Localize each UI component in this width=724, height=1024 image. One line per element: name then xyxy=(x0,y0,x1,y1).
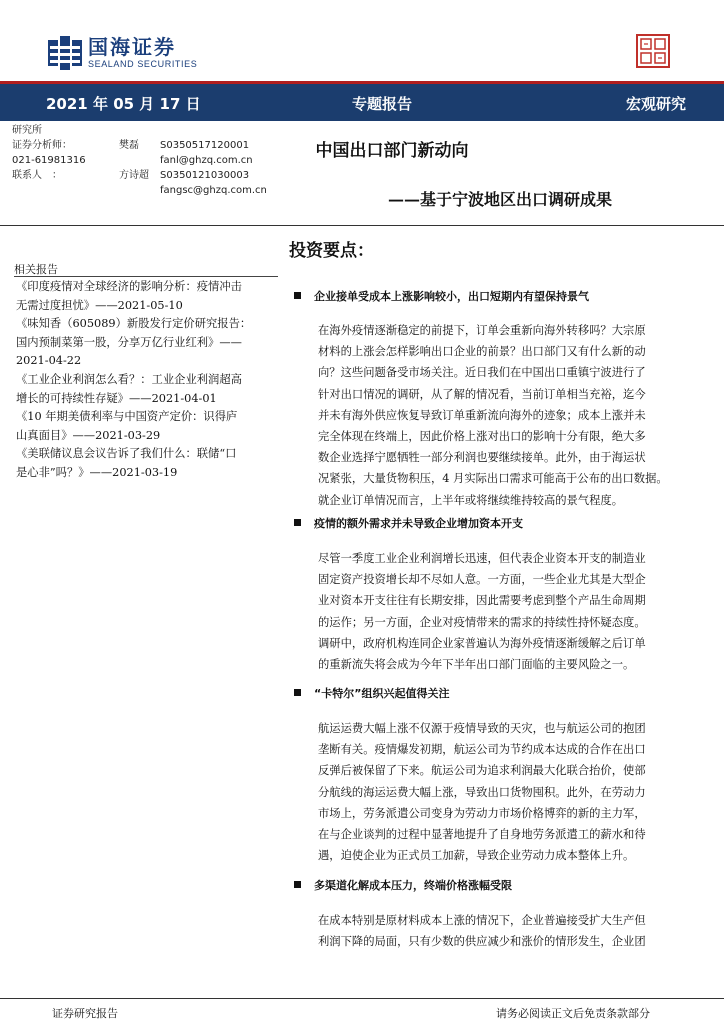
bullet-square-icon xyxy=(294,519,301,526)
para-line: 材料的上涨会怎样影响出口企业的前景？出口部门又有什么新的动 xyxy=(318,345,646,359)
para-line: 分航线的海运运费大幅上涨，导致出口货物囤积。此外，在劳动力 xyxy=(318,785,646,799)
investment-highlights-heading: 投资要点： xyxy=(289,241,374,261)
related-report-line[interactable]: 山真面目》——2021-03-29 xyxy=(16,428,161,442)
section-bullet xyxy=(294,288,589,304)
para-line: 在海外疫情逐渐稳定的前提下，订单会重新向海外转移吗？大宗原 xyxy=(318,324,646,337)
related-report-line[interactable]: 是心非”吗？》——2021-03-19 xyxy=(16,465,178,479)
para-line: 垄断有关。疫情爆发初期，航运公司为节约成本达成的合作在出口 xyxy=(318,743,646,757)
analyst-cell: 樊磊 xyxy=(119,140,139,151)
section-heading: 疫情的额外需求并未导致企业增加资本开支 xyxy=(314,517,523,530)
analyst-cell: 证券分析师： xyxy=(12,140,72,151)
report-date: 2021 年 05 月 17 日 xyxy=(46,95,201,113)
report-subtitle: ——基于宁波地区出口调研成果 xyxy=(388,190,613,209)
section-heading: “卡特尔”组织兴起值得关注 xyxy=(314,687,450,700)
footer-left-label: 证券研究报告 xyxy=(52,1007,118,1020)
section-bullet xyxy=(294,515,523,531)
bullet-square-icon xyxy=(294,292,301,299)
sealand-logo-icon xyxy=(48,36,82,70)
bullet-square-icon xyxy=(294,881,301,888)
report-type: 专题报告 xyxy=(352,95,413,113)
company-logo xyxy=(48,36,197,70)
sidebar-divider xyxy=(14,276,278,277)
section-heading: 多渠道化解成本压力，终端价格涨幅受限 xyxy=(314,879,512,892)
research-seal-icon xyxy=(636,34,670,68)
related-reports-list xyxy=(16,278,278,483)
section-paragraph xyxy=(318,910,696,952)
section-heading: 企业接单受成本上涨影响较小，出口短期内有望保持景气 xyxy=(314,290,589,303)
para-line: 向？这些问题备受市场关注。近日我们在中国出口重镇宁波进行了 xyxy=(318,366,646,380)
para-line: 市场上，劳务派遣公司变身为劳动力市场价格博弈的新的主力军， xyxy=(318,806,646,820)
para-line: 并未有海外供应恢复导致订单重新流向海外的迹象；成本上涨并未 xyxy=(318,408,646,422)
footer-divider xyxy=(0,998,724,999)
para-line: 针对出口情况的调研，从了解的情况看，当前订单相当充裕，迄今 xyxy=(318,387,646,401)
para-line: 固定资产投资增长却不尽如人意。一方面，一些企业尤其是大型企 xyxy=(318,573,646,587)
analyst-cell: fangsc@ghzq.com.cn xyxy=(160,185,267,196)
para-line: 反弹后被保留了下来。航运公司为追求利润最大化联合抬价，使部 xyxy=(318,764,646,778)
para-line: 航运运费大幅上涨不仅源于疫情导致的天灾，也与航运公司的抱团 xyxy=(318,722,646,735)
related-report-line[interactable]: 无需过度担忧》——2021-05-10 xyxy=(16,298,183,312)
section-paragraph xyxy=(318,548,696,675)
related-report-line[interactable]: 国内预制菜第一股，分享万亿行业红利》—— xyxy=(16,335,242,349)
section-bullet xyxy=(294,685,449,701)
logo-chinese-name: 国海证券 xyxy=(88,35,176,59)
footer-disclaimer: 请务必阅读正文后免责条款部分 xyxy=(496,1007,650,1020)
para-line: 在与企业谈判的过程中显著地提升了自身地劳务派遣工的薪水和待 xyxy=(318,827,646,841)
logo-english-name: SEALAND SECURITIES xyxy=(88,59,198,69)
analyst-cell: 方诗超 xyxy=(119,170,149,181)
report-title: 中国出口部门新动向 xyxy=(315,141,469,161)
para-line: 在成本特别是原材料成本上涨的情况下，企业普遍接受扩大生产但 xyxy=(318,914,646,927)
analyst-cell: 联系人 ： xyxy=(12,170,62,181)
related-report-line[interactable]: 《印度疫情对全球经济的影响分析：疫情冲击 xyxy=(16,280,242,293)
related-report-line[interactable]: 2021-04-22 xyxy=(16,354,82,368)
para-line: 利润下降的局面，只有少数的供应减少和涨价的情形发生，企业团 xyxy=(318,935,646,949)
report-category: 宏观研究 xyxy=(626,95,687,113)
bullet-square-icon xyxy=(294,689,301,696)
para-line: 数企业选择宁愿牺牲一部分利润也要继续接单。此外，由于海运状 xyxy=(318,451,646,465)
section-paragraph xyxy=(318,718,696,866)
para-line: 业对资本开支往往有长期安排，因此需要考虑到整个产品生命周期 xyxy=(318,594,646,608)
header-divider xyxy=(0,225,724,226)
para-line: 况紧张，大量货物积压，4 月实际出口需求可能高于公布的出口数据。 xyxy=(318,472,668,486)
para-line: 尽管一季度工业企业利润增长迅速，但代表企业资本开支的制造业 xyxy=(318,552,646,565)
para-line: 就企业订单情况而言，上半年或将继续维持较高的景气程度。 xyxy=(318,493,624,507)
analyst-cell: 研究所 xyxy=(12,125,42,136)
analyst-cell: 021-61981316 xyxy=(12,155,86,166)
section-bullet xyxy=(294,877,512,893)
analyst-cell: fanl@ghzq.com.cn xyxy=(160,155,253,166)
related-report-line[interactable]: 《工业企业利润怎么看？：工业企业利润超高 xyxy=(16,372,242,386)
header-banner xyxy=(0,81,724,121)
para-line: 调研中，政府机构连同企业家普遍认为海外疫情逐渐缓解之后订单 xyxy=(318,636,646,650)
related-report-line[interactable]: 《味知香（605089）新股发行定价研究报告： xyxy=(16,317,252,331)
related-reports-title: 相关报告 xyxy=(14,263,58,276)
para-line: 完全体现在终端上，因此价格上涨对出口的影响十分有限，绝大多 xyxy=(318,429,646,443)
section-paragraph xyxy=(318,320,696,511)
related-report-line[interactable]: 《10 年期美债利率与中国资产定价：识得庐 xyxy=(16,410,238,424)
related-report-line[interactable]: 《美联储议息会议告诉了我们什么：联储“口 xyxy=(16,447,237,461)
para-line: 的重新流失将会成为今年下半年出口部门面临的主要风险之一。 xyxy=(318,657,635,671)
para-line: 的运作；另一方面，企业对疫情带来的需求的持续性持怀疑态度。 xyxy=(318,615,646,629)
analyst-cell: S0350121030003 xyxy=(160,170,250,181)
related-report-line[interactable]: 增长的可持续性存疑》——2021-04-01 xyxy=(16,391,217,405)
para-line: 遇，迫使企业为正式员工加薪，导致企业劳动力成本整体上升。 xyxy=(318,849,635,863)
analyst-cell: S0350517120001 xyxy=(160,140,250,151)
